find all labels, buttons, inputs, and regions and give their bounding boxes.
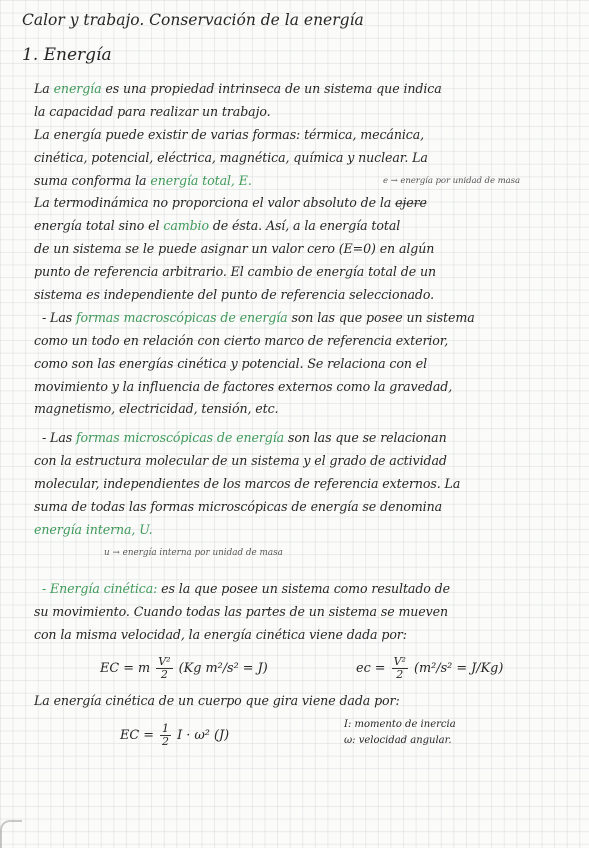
text-line: La energía puede existir de varias formas: térmica, mecánica, bbox=[34, 126, 425, 142]
text-line: movimiento y la influencia de factores externos como la gravedad, bbox=[34, 378, 453, 394]
text-line: suma de todas las formas microscópicas de energía se denomina bbox=[34, 499, 443, 515]
text-line: cinética, potencial, eléctrica, magnética, química y nuclear. La bbox=[34, 149, 428, 165]
text-line: su movimiento. Cuando todas las partes de un sistema se mueven bbox=[34, 603, 449, 619]
highlight-term: formas microscópicas de energía bbox=[76, 430, 285, 446]
notes-body bbox=[34, 78, 574, 757]
text-line: molecular, independientes de los marcos de referencia externos. La bbox=[34, 476, 461, 492]
text-line: con la misma velocidad, la energía cinética viene dada por: bbox=[34, 626, 407, 642]
legend-inertia: I: momento de inercia bbox=[344, 719, 456, 731]
section-heading: 1. Energía bbox=[22, 45, 112, 65]
legend-angular-velocity: ω: velocidad angular. bbox=[344, 735, 452, 747]
text-line: punto de referencia arbitrario. El cambio de energía total de un bbox=[34, 264, 436, 280]
text-line: con la estructura molecular de un sistema y el grado de actividad bbox=[34, 453, 447, 469]
highlight-term: energía interna, U. bbox=[34, 521, 153, 537]
text-line: energía total sino el cambio de ésta. Así, a la energía total bbox=[34, 218, 401, 234]
page-curl bbox=[0, 820, 22, 848]
text-line: La energía cinética de un cuerpo que gira viene dada por: bbox=[34, 693, 400, 709]
text-line: - Energía cinética: es la que posee un sistema como resultado de bbox=[42, 580, 451, 596]
text-line: como son las energías cinética y potencial. Se relaciona con el bbox=[34, 355, 428, 371]
highlight-term: energía total, E. bbox=[150, 172, 252, 188]
formula-rotational-energy: EC = $\frac{1}{2}$ I · ω² (J) bbox=[120, 722, 230, 749]
margin-note: u → energía interna por unidad de masa bbox=[104, 547, 283, 558]
formula-specific-kinetic-energy: ec = $\frac{\text{V²}}{2}$ (m²/s² = J/Kg) bbox=[356, 655, 504, 682]
margin-note: e → energía por unidad de masa bbox=[383, 175, 520, 186]
text-line: suma conforma la energía total, E. e → energía por unidad de masa bbox=[34, 170, 574, 193]
formula-kinetic-energy: EC = m $\frac{\text{V²}}{2}$ (Kg m²/s² = J) bbox=[100, 655, 268, 682]
formula-row bbox=[34, 717, 574, 757]
text-line: sistema es independiente del punto de referencia seleccionado. bbox=[34, 287, 435, 303]
text-line: - Las formas macroscópicas de energía son las que posee un sistema bbox=[42, 309, 475, 325]
text-line: como un todo en relación con cierto marco de referencia exterior, bbox=[34, 332, 449, 348]
page-title: Calor y trabajo. Conservación de la energía bbox=[22, 11, 364, 29]
text-line: La energía es una propiedad intrinseca de un sistema que indica bbox=[34, 81, 442, 96]
highlight-term: - Energía cinética: bbox=[42, 580, 158, 596]
text-line: la capacidad para realizar un trabajo. bbox=[34, 103, 271, 119]
highlight-term: formas macroscópicas de energía bbox=[76, 309, 288, 325]
text-line: magnetismo, electricidad, tensión, etc. bbox=[34, 401, 279, 417]
highlight-term: cambio bbox=[163, 218, 209, 234]
highlight-term: energía bbox=[53, 81, 102, 96]
text-line: La termodinámica no proporciona el valor absoluto de la e̶j̶e̶r̶e̶ bbox=[34, 195, 427, 211]
formula-legend bbox=[344, 717, 456, 749]
formula-row bbox=[34, 650, 574, 684]
text-line: de un sistema se le puede asignar un valor cero (E=0) en algún bbox=[34, 241, 435, 257]
text-line: - Las formas microscópicas de energía son las que se relacionan bbox=[42, 430, 447, 446]
